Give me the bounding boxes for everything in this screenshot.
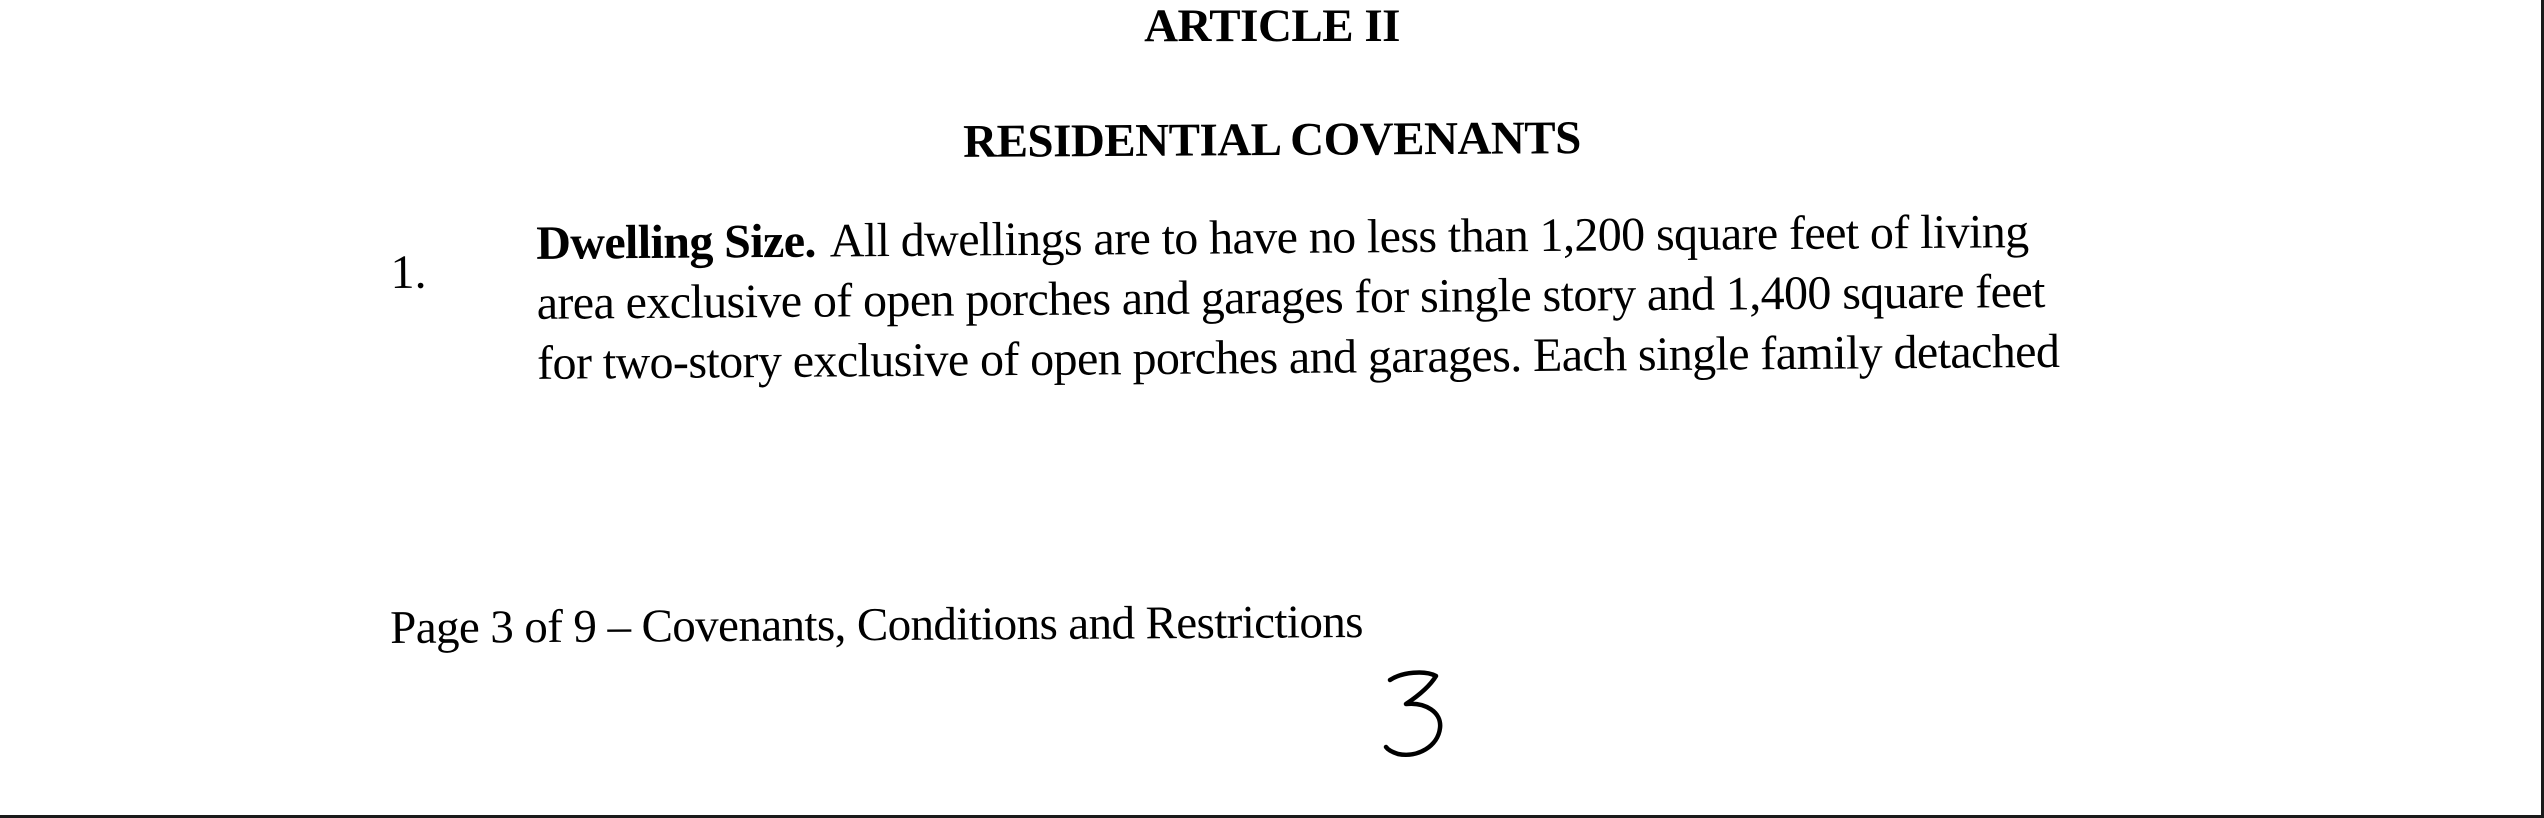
clause-number: 1.	[390, 245, 427, 299]
clause-line-3: for two-story exclusive of open porches and garages. Each single family detached	[536, 324, 2060, 390]
clause-body	[536, 200, 2297, 394]
clause-heading: Dwelling Size.	[536, 214, 817, 270]
handwritten-page-number	[1370, 662, 1460, 772]
clause-line-2: area exclusive of open porches and garages for single story and 1,400 square feet	[536, 265, 2046, 330]
article-title: ARTICLE II	[1144, 0, 1400, 52]
clause-line-text: All dwellings are to have no less than 1,200 square feet of living	[829, 205, 2029, 268]
page-footer: Page 3 of 9 – Covenants, Conditions and Restrictions	[390, 596, 1364, 654]
section-title: RESIDENTIAL COVENANTS	[963, 112, 1581, 168]
